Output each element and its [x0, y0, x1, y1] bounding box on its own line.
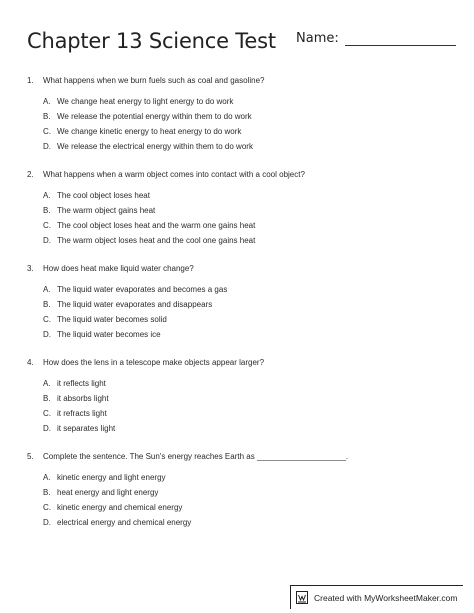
option-letter: D.: [43, 518, 51, 527]
option-letter: D.: [43, 142, 51, 151]
option-text: it separates light: [57, 424, 116, 433]
option-letter: B.: [43, 488, 51, 497]
question-4: [27, 358, 447, 439]
answer-option[interactable]: [43, 300, 447, 315]
option-letter: A.: [43, 379, 51, 388]
question-number: 3.: [27, 264, 34, 273]
answer-option[interactable]: [43, 142, 447, 157]
option-text: The cool object loses heat: [57, 191, 150, 200]
answer-option[interactable]: [43, 379, 447, 394]
answer-option[interactable]: [43, 473, 447, 488]
option-text: heat energy and light energy: [57, 488, 159, 497]
answer-option[interactable]: [43, 285, 447, 300]
option-text: The warm object loses heat and the cool one gains heat: [57, 236, 256, 245]
option-letter: B.: [43, 112, 51, 121]
option-text: kinetic energy and chemical energy: [57, 503, 183, 512]
option-letter: A.: [43, 285, 51, 294]
option-letter: C.: [43, 127, 51, 136]
answer-option[interactable]: [43, 112, 447, 127]
option-letter: B.: [43, 300, 51, 309]
question-number: 5.: [27, 452, 34, 461]
option-text: The cool object loses heat and the warm one gains heat: [57, 221, 256, 230]
option-letter: D.: [43, 330, 51, 339]
option-text: The liquid water evaporates and disappears: [57, 300, 213, 309]
question-2: [27, 170, 447, 251]
option-letter: D.: [43, 236, 51, 245]
option-text: electrical energy and chemical energy: [57, 518, 192, 527]
option-letter: B.: [43, 206, 51, 215]
answer-option[interactable]: [43, 503, 447, 518]
question-text: What happens when we burn fuels such as coal and gasoline?: [43, 76, 265, 85]
footer-text: Created with MyWorksheetMaker.com: [314, 592, 458, 603]
question-number: 1.: [27, 76, 34, 85]
option-text: We release the potential energy within them to do work: [57, 112, 252, 121]
option-text: it refracts light: [57, 409, 107, 418]
option-text: The warm object gains heat: [57, 206, 156, 215]
question-number: 2.: [27, 170, 34, 179]
name-field[interactable]: [296, 31, 456, 46]
question-list: [27, 76, 447, 533]
question-1: [27, 76, 447, 157]
answer-option[interactable]: [43, 127, 447, 142]
answer-option[interactable]: [43, 424, 447, 439]
answer-option[interactable]: [43, 518, 447, 533]
option-text: We release the electrical energy within them to do work: [57, 142, 253, 151]
question-text: How does the lens in a telescope make objects appear larger?: [43, 358, 265, 367]
answer-option[interactable]: [43, 330, 447, 345]
option-letter: C.: [43, 315, 51, 324]
option-letter: A.: [43, 97, 51, 106]
option-text: it absorbs light: [57, 394, 109, 403]
answer-option[interactable]: [43, 236, 447, 251]
option-letter: A.: [43, 473, 51, 482]
answer-option[interactable]: [43, 97, 447, 112]
option-letter: C.: [43, 221, 51, 230]
option-text: The liquid water evaporates and becomes a gas: [57, 285, 228, 294]
option-text: The liquid water becomes ice: [57, 330, 161, 339]
name-blank-line[interactable]: [345, 31, 456, 46]
answer-option[interactable]: [43, 394, 447, 409]
question-number: 4.: [27, 358, 34, 367]
option-letter: D.: [43, 424, 51, 433]
question-3: [27, 264, 447, 345]
option-text: We change kinetic energy to heat energy to do work: [57, 127, 242, 136]
answer-option[interactable]: [43, 206, 447, 221]
answer-option[interactable]: [43, 488, 447, 503]
question-text: What happens when a warm object comes into contact with a cool object?: [43, 170, 305, 179]
option-text: kinetic energy and light energy: [57, 473, 166, 482]
footer-credit: [290, 585, 463, 609]
page-title: Chapter 13 Science Test: [27, 29, 276, 53]
worksheet-logo-icon: [296, 591, 308, 604]
option-text: We change heat energy to light energy to do work: [57, 97, 234, 106]
option-letter: C.: [43, 503, 51, 512]
answer-option[interactable]: [43, 315, 447, 330]
answer-option[interactable]: [43, 221, 447, 236]
question-text: Complete the sentence. The Sun's energy reaches Earth as ____________________.: [43, 452, 349, 461]
option-letter: A.: [43, 191, 51, 200]
answer-option[interactable]: [43, 409, 447, 424]
option-text: The liquid water becomes solid: [57, 315, 167, 324]
answer-option[interactable]: [43, 191, 447, 206]
question-5: [27, 452, 447, 533]
option-letter: B.: [43, 394, 51, 403]
question-text: How does heat make liquid water change?: [43, 264, 194, 273]
name-label: Name:: [296, 31, 339, 46]
option-text: it reflects light: [57, 379, 106, 388]
option-letter: C.: [43, 409, 51, 418]
